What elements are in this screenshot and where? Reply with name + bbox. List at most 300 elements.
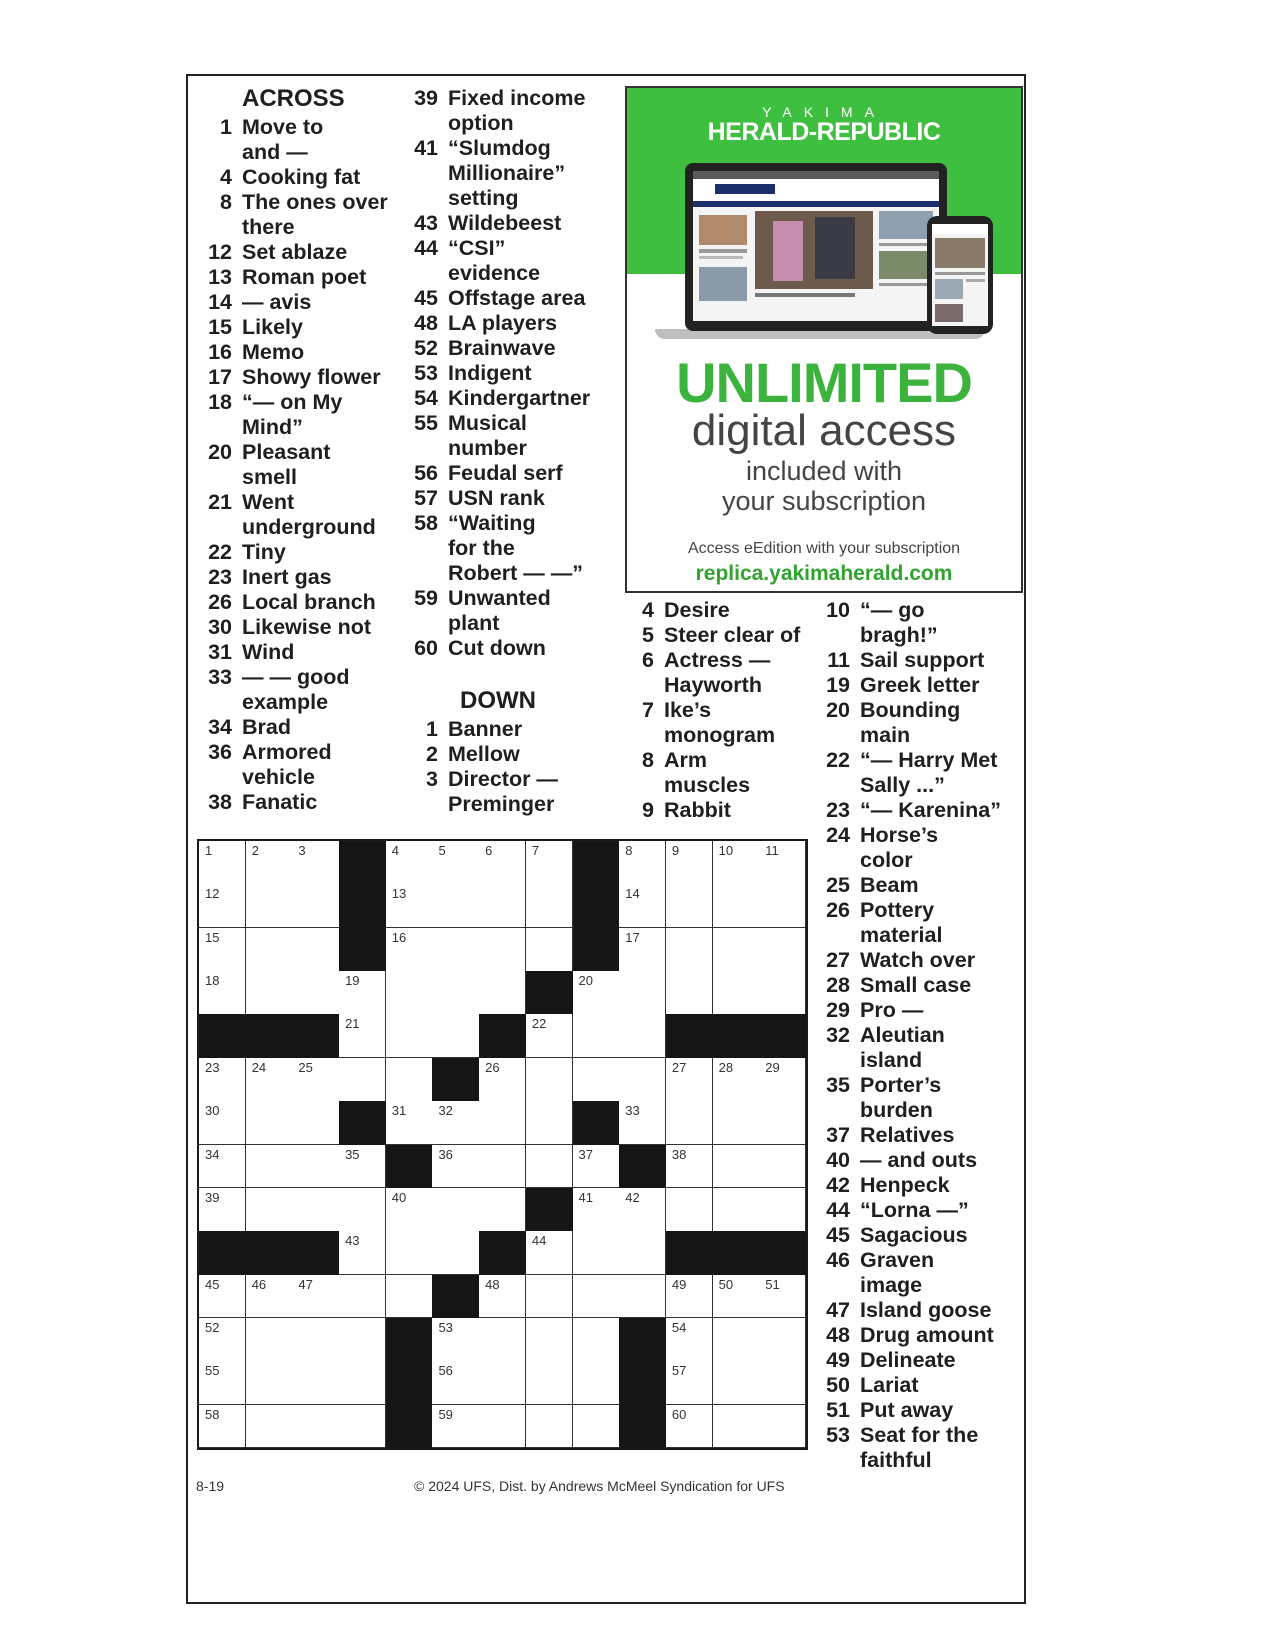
grid-cell[interactable] — [759, 1145, 806, 1189]
grid-cell[interactable] — [246, 884, 293, 928]
grid-cell[interactable] — [246, 928, 293, 972]
grid-cell[interactable] — [479, 1361, 526, 1405]
grid-cell[interactable] — [292, 1361, 339, 1405]
grid-cell[interactable] — [339, 1188, 386, 1232]
clue-text: Move to and — — [242, 115, 324, 164]
clue-text: Sagacious — [860, 1223, 968, 1247]
grid-cell[interactable] — [339, 971, 386, 1015]
grid-cell[interactable] — [759, 928, 806, 972]
grid-cell[interactable] — [759, 971, 806, 1015]
grid-cell[interactable] — [479, 1405, 526, 1449]
across-clue — [410, 211, 620, 236]
clue-number: 12 — [208, 240, 232, 264]
grid-cell[interactable] — [246, 1318, 293, 1362]
grid-cell[interactable] — [619, 1058, 666, 1102]
clue-number: 28 — [826, 973, 850, 997]
down-clue — [822, 1398, 1022, 1423]
grid-cell[interactable] — [573, 1275, 620, 1319]
grid-cell[interactable] — [526, 1101, 573, 1145]
grid-cell[interactable] — [713, 1145, 760, 1189]
clue-number: 44 — [826, 1198, 850, 1222]
grid-cell[interactable] — [339, 1405, 386, 1449]
clue-number: 8 — [220, 190, 232, 214]
grid-cell[interactable] — [479, 1275, 526, 1319]
grid-cell[interactable] — [432, 1318, 479, 1362]
website-preview-icon — [693, 171, 939, 321]
down-clue — [822, 1298, 1022, 1323]
grid-cell[interactable] — [292, 928, 339, 972]
clue-number: 39 — [414, 86, 438, 110]
clue-text: Musical number — [448, 411, 527, 460]
clue-number: 4 — [220, 165, 232, 189]
down-clue — [626, 748, 826, 798]
grid-cell[interactable] — [666, 1405, 713, 1449]
clue-text: Wind — [242, 640, 295, 664]
clue-text: The ones over there — [242, 190, 388, 239]
clue-number: 53 — [826, 1423, 850, 1447]
grid-cell[interactable] — [713, 928, 760, 972]
down-clue — [822, 1023, 1022, 1073]
grid-cell[interactable] — [199, 1318, 246, 1362]
grid-cell[interactable] — [619, 1188, 666, 1232]
cell-number: 16 — [391, 929, 407, 945]
clue-text: USN rank — [448, 486, 545, 510]
grid-cell[interactable] — [713, 1058, 760, 1102]
clue-number: 55 — [414, 411, 438, 435]
cell-number: 3 — [298, 843, 306, 858]
grid-cell[interactable] — [432, 884, 479, 928]
grid-cell[interactable] — [246, 1361, 293, 1405]
cell-number: 31 — [391, 1103, 407, 1119]
grid-cell[interactable] — [713, 841, 760, 885]
across-clue — [410, 286, 620, 311]
clue-number: 10 — [826, 598, 850, 622]
clue-text: Local branch — [242, 590, 376, 614]
grid-cell[interactable] — [666, 1101, 713, 1145]
grid-cell[interactable] — [479, 1101, 526, 1145]
clue-text: Cooking fat — [242, 165, 361, 189]
grid-cell[interactable] — [573, 1405, 620, 1449]
grid-cell[interactable] — [386, 884, 433, 928]
grid-block — [386, 1318, 433, 1362]
clue-number: 20 — [208, 440, 232, 464]
clue-number: 43 — [414, 211, 438, 235]
clue-number: 26 — [826, 898, 850, 922]
clue-number: 34 — [208, 715, 232, 739]
grid-cell[interactable] — [479, 1058, 526, 1102]
grid-cell[interactable] — [199, 1101, 246, 1145]
cell-number: 41 — [578, 1189, 593, 1205]
grid-cell[interactable] — [573, 1058, 620, 1102]
clue-text: Pottery material — [860, 898, 943, 947]
across-clue — [204, 490, 404, 540]
clue-number: 31 — [208, 640, 232, 664]
grid-cell[interactable] — [479, 1318, 526, 1362]
down-clue — [626, 648, 826, 698]
clue-number: 32 — [826, 1023, 850, 1047]
grid-cell[interactable] — [666, 884, 713, 928]
clue-number: 17 — [208, 365, 232, 389]
grid-cell[interactable] — [199, 1058, 246, 1102]
grid-cell[interactable] — [713, 971, 760, 1015]
clue-number: 53 — [414, 361, 438, 385]
grid-cell[interactable] — [292, 1058, 339, 1102]
clue-text: Feudal serf — [448, 461, 563, 485]
grid-cell[interactable] — [759, 1058, 806, 1102]
grid-cell[interactable] — [199, 1405, 246, 1449]
grid-cell[interactable] — [199, 841, 246, 885]
grid-block — [386, 1361, 433, 1405]
clue-number: 30 — [208, 615, 232, 639]
clue-number: 23 — [208, 565, 232, 589]
down-clue — [822, 1348, 1022, 1373]
across-clue — [410, 236, 620, 286]
crossword-grid — [197, 839, 808, 1450]
clue-text: Banner — [448, 717, 523, 741]
grid-cell[interactable] — [246, 1058, 293, 1102]
cell-number: 25 — [298, 1059, 313, 1075]
cell-number: 13 — [391, 886, 407, 902]
grid-cell[interactable] — [573, 1014, 620, 1058]
clue-text: Porter’s burden — [860, 1073, 942, 1122]
clue-number: 37 — [826, 1123, 850, 1147]
grid-cell[interactable] — [292, 971, 339, 1015]
grid-cell[interactable] — [199, 928, 246, 972]
across-heading: ACROSS — [242, 85, 345, 112]
grid-cell[interactable] — [526, 1405, 573, 1449]
clue-number: 48 — [414, 311, 438, 335]
grid-cell[interactable] — [479, 1188, 526, 1232]
grid-cell[interactable] — [246, 971, 293, 1015]
clue-number: 59 — [414, 586, 438, 610]
down-clue — [822, 973, 1022, 998]
clue-number: 52 — [414, 336, 438, 360]
across-clue — [410, 311, 620, 336]
grid-block — [386, 1405, 433, 1449]
grid-cell[interactable] — [759, 841, 806, 885]
clue-number: 3 — [426, 767, 438, 791]
cell-number: 58 — [205, 1406, 220, 1422]
cell-number: 30 — [205, 1103, 220, 1119]
clue-number: 47 — [826, 1298, 850, 1322]
grid-cell[interactable] — [479, 1145, 526, 1189]
grid-cell[interactable] — [479, 841, 526, 885]
clue-text: Fanatic — [242, 790, 318, 814]
clue-text: — and outs — [860, 1148, 978, 1172]
grid-block — [526, 971, 573, 1015]
clue-number: 54 — [414, 386, 438, 410]
grid-cell[interactable] — [339, 1231, 386, 1275]
clue-text: “Slumdog Millionaire” setting — [448, 136, 566, 210]
grid-cell[interactable] — [432, 928, 479, 972]
grid-cell[interactable] — [292, 1188, 339, 1232]
grid-block — [339, 1101, 386, 1145]
clue-number: 42 — [826, 1173, 850, 1197]
across-clue — [410, 411, 620, 461]
grid-cell[interactable] — [666, 1275, 713, 1319]
grid-cell[interactable] — [246, 1405, 293, 1449]
grid-cell[interactable] — [666, 971, 713, 1015]
cell-number: 43 — [345, 1233, 360, 1249]
grid-cell[interactable] — [292, 841, 339, 885]
grid-cell[interactable] — [573, 1231, 620, 1275]
grid-cell[interactable] — [713, 1405, 760, 1449]
grid-cell[interactable] — [292, 1405, 339, 1449]
grid-cell[interactable] — [339, 1058, 386, 1102]
grid-cell[interactable] — [526, 1361, 573, 1405]
grid-cell[interactable] — [432, 1014, 479, 1058]
grid-cell[interactable] — [666, 1188, 713, 1232]
clue-number: 22 — [208, 540, 232, 564]
grid-cell[interactable] — [432, 971, 479, 1015]
grid-cell[interactable] — [292, 1318, 339, 1362]
clue-number: 50 — [826, 1373, 850, 1397]
clue-number: 7 — [642, 698, 654, 722]
grid-cell[interactable] — [619, 884, 666, 928]
clue-text: Steer clear of — [664, 623, 801, 647]
clue-text: Greek letter — [860, 673, 980, 697]
grid-block — [526, 1188, 573, 1232]
cell-number: 39 — [205, 1189, 220, 1205]
clue-number: 9 — [642, 798, 654, 822]
ad-url-link[interactable]: replica.yakimaherald.com — [695, 562, 953, 585]
clue-text: Pleasant smell — [242, 440, 331, 489]
clue-text: Beam — [860, 873, 919, 897]
grid-cell[interactable] — [759, 1188, 806, 1232]
cell-number: 48 — [485, 1276, 500, 1292]
clue-text: Offstage area — [448, 286, 586, 310]
grid-cell[interactable] — [292, 884, 339, 928]
grid-cell[interactable] — [526, 1014, 573, 1058]
grid-block — [199, 1231, 246, 1275]
grid-cell[interactable] — [199, 1188, 246, 1232]
grid-cell[interactable] — [666, 1145, 713, 1189]
clue-text: Brainwave — [448, 336, 556, 360]
grid-cell[interactable] — [666, 1361, 713, 1405]
clue-number: 5 — [642, 623, 654, 647]
grid-cell[interactable] — [386, 1101, 433, 1145]
grid-cell[interactable] — [759, 1101, 806, 1145]
cell-number: 22 — [531, 1016, 547, 1032]
grid-cell[interactable] — [479, 971, 526, 1015]
grid-cell[interactable] — [619, 1231, 666, 1275]
clue-text: Set ablaze — [242, 240, 348, 264]
grid-cell[interactable] — [713, 1318, 760, 1362]
cell-number: 40 — [391, 1189, 407, 1205]
grid-cell[interactable] — [199, 1275, 246, 1319]
cell-number: 35 — [345, 1146, 360, 1162]
clue-text: Lariat — [860, 1373, 919, 1397]
clue-number: 20 — [826, 698, 850, 722]
grid-cell[interactable] — [246, 841, 293, 885]
grid-block — [573, 884, 620, 928]
grid-cell[interactable] — [432, 1361, 479, 1405]
grid-cell[interactable] — [759, 1318, 806, 1362]
grid-cell[interactable] — [386, 1231, 433, 1275]
grid-cell[interactable] — [713, 1361, 760, 1405]
grid-block — [292, 1014, 339, 1058]
grid-cell[interactable] — [573, 971, 620, 1015]
clue-text: Unwanted plant — [448, 586, 551, 635]
grid-cell[interactable] — [432, 841, 479, 885]
grid-cell[interactable] — [386, 1188, 433, 1232]
cell-number: 8 — [625, 843, 633, 858]
clue-text: LA players — [448, 311, 558, 335]
grid-cell[interactable] — [573, 1145, 620, 1189]
mobile-preview-icon — [932, 224, 988, 326]
clue-text: “— Karenina” — [860, 798, 1001, 822]
grid-cell[interactable] — [526, 928, 573, 972]
grid-cell[interactable] — [246, 1188, 293, 1232]
phone-icon — [927, 216, 993, 334]
grid-block — [573, 928, 620, 972]
grid-cell[interactable] — [386, 1014, 433, 1058]
clue-text: Sail support — [860, 648, 985, 672]
clue-number: 49 — [826, 1348, 850, 1372]
grid-cell[interactable] — [573, 1318, 620, 1362]
grid-cell[interactable] — [246, 1101, 293, 1145]
grid-cell[interactable] — [339, 1275, 386, 1319]
grid-cell[interactable] — [666, 1318, 713, 1362]
grid-cell[interactable] — [526, 884, 573, 928]
grid-block — [619, 1405, 666, 1449]
down-clue — [822, 898, 1022, 948]
clue-number: 16 — [208, 340, 232, 364]
grid-cell[interactable] — [292, 1101, 339, 1145]
across-clue — [204, 390, 404, 440]
grid-cell[interactable] — [573, 1188, 620, 1232]
grid-cell[interactable] — [386, 928, 433, 972]
grid-cell[interactable] — [759, 1275, 806, 1319]
grid-cell[interactable] — [619, 1275, 666, 1319]
grid-cell[interactable] — [666, 928, 713, 972]
grid-cell[interactable] — [619, 971, 666, 1015]
grid-cell[interactable] — [386, 971, 433, 1015]
grid-cell[interactable] — [432, 1405, 479, 1449]
grid-cell[interactable] — [526, 1275, 573, 1319]
grid-cell[interactable] — [619, 1014, 666, 1058]
down-clue — [822, 1423, 1022, 1473]
clue-number: 14 — [208, 290, 232, 314]
grid-cell[interactable] — [199, 1361, 246, 1405]
cell-number: 34 — [205, 1146, 220, 1162]
grid-cell[interactable] — [619, 928, 666, 972]
grid-cell[interactable] — [619, 841, 666, 885]
grid-block — [432, 1058, 479, 1102]
clue-text: Kindergartner — [448, 386, 591, 410]
cell-number: 36 — [438, 1146, 453, 1162]
grid-cell[interactable] — [292, 1275, 339, 1319]
clue-text: Small case — [860, 973, 972, 997]
grid-cell[interactable] — [479, 928, 526, 972]
grid-cell[interactable] — [759, 1361, 806, 1405]
grid-cell[interactable] — [339, 1145, 386, 1189]
clue-text: Delineate — [860, 1348, 956, 1372]
cell-number: 4 — [391, 843, 399, 858]
grid-cell[interactable] — [432, 1145, 479, 1189]
clue-number: 18 — [208, 390, 232, 414]
clue-text: Showy flower — [242, 365, 381, 389]
grid-cell[interactable] — [292, 1145, 339, 1189]
puzzle-date: 8-19 — [196, 1478, 225, 1494]
across-clue — [204, 115, 404, 165]
grid-cell[interactable] — [339, 1318, 386, 1362]
down-column-3 — [822, 598, 1022, 1473]
grid-cell[interactable] — [526, 841, 573, 885]
cell-number: 47 — [298, 1276, 313, 1292]
grid-cell[interactable] — [199, 884, 246, 928]
grid-cell[interactable] — [713, 1188, 760, 1232]
grid-block — [339, 841, 386, 885]
grid-cell[interactable] — [759, 1405, 806, 1449]
clue-text: Put away — [860, 1398, 954, 1422]
grid-block — [292, 1231, 339, 1275]
cell-number: 53 — [438, 1319, 453, 1335]
across-clue — [204, 565, 404, 590]
grid-cell[interactable] — [246, 1145, 293, 1189]
grid-cell[interactable] — [479, 884, 526, 928]
ad-city: YAKIMA — [762, 104, 886, 120]
grid-cell[interactable] — [713, 884, 760, 928]
grid-cell[interactable] — [526, 1318, 573, 1362]
grid-cell[interactable] — [526, 1058, 573, 1102]
clue-text: — — good example — [242, 665, 350, 714]
grid-cell[interactable] — [759, 884, 806, 928]
grid-cell[interactable] — [386, 1275, 433, 1319]
grid-cell[interactable] — [339, 1361, 386, 1405]
cell-number: 29 — [765, 1059, 780, 1075]
cell-number: 18 — [205, 973, 220, 989]
grid-cell[interactable] — [713, 1101, 760, 1145]
clue-text: Henpeck — [860, 1173, 950, 1197]
grid-cell[interactable] — [199, 1145, 246, 1189]
clue-text: Fixed income option — [448, 86, 586, 135]
cell-number: 55 — [205, 1363, 220, 1379]
cell-number: 38 — [671, 1146, 687, 1162]
down-clue — [822, 1173, 1022, 1198]
clue-number: 1 — [220, 115, 232, 139]
clue-text: “— Harry Met Sally ...” — [860, 748, 998, 797]
across-clue — [204, 290, 404, 315]
clue-text: Mellow — [448, 742, 520, 766]
grid-cell[interactable] — [526, 1231, 573, 1275]
clue-text: Rabbit — [664, 798, 731, 822]
grid-cell[interactable] — [432, 1231, 479, 1275]
grid-cell[interactable] — [432, 1101, 479, 1145]
grid-cell[interactable] — [526, 1145, 573, 1189]
grid-cell[interactable] — [713, 1275, 760, 1319]
subscription-ad[interactable] — [625, 86, 1023, 593]
grid-block — [432, 1275, 479, 1319]
down-clue — [822, 798, 1022, 823]
grid-cell[interactable] — [666, 841, 713, 885]
grid-cell[interactable] — [619, 1101, 666, 1145]
grid-cell[interactable] — [339, 1014, 386, 1058]
grid-cell[interactable] — [246, 1275, 293, 1319]
cell-number: 14 — [625, 886, 640, 902]
clue-text: Armored vehicle — [242, 740, 332, 789]
grid-cell[interactable] — [573, 1361, 620, 1405]
grid-cell[interactable] — [666, 1058, 713, 1102]
grid-cell[interactable] — [386, 1058, 433, 1102]
grid-cell[interactable] — [199, 971, 246, 1015]
grid-cell[interactable] — [386, 841, 433, 885]
cell-number: 12 — [205, 886, 220, 902]
down-clue — [822, 823, 1022, 873]
grid-cell[interactable] — [432, 1188, 479, 1232]
clue-text: Watch over — [860, 948, 976, 972]
cell-number: 17 — [625, 929, 640, 945]
